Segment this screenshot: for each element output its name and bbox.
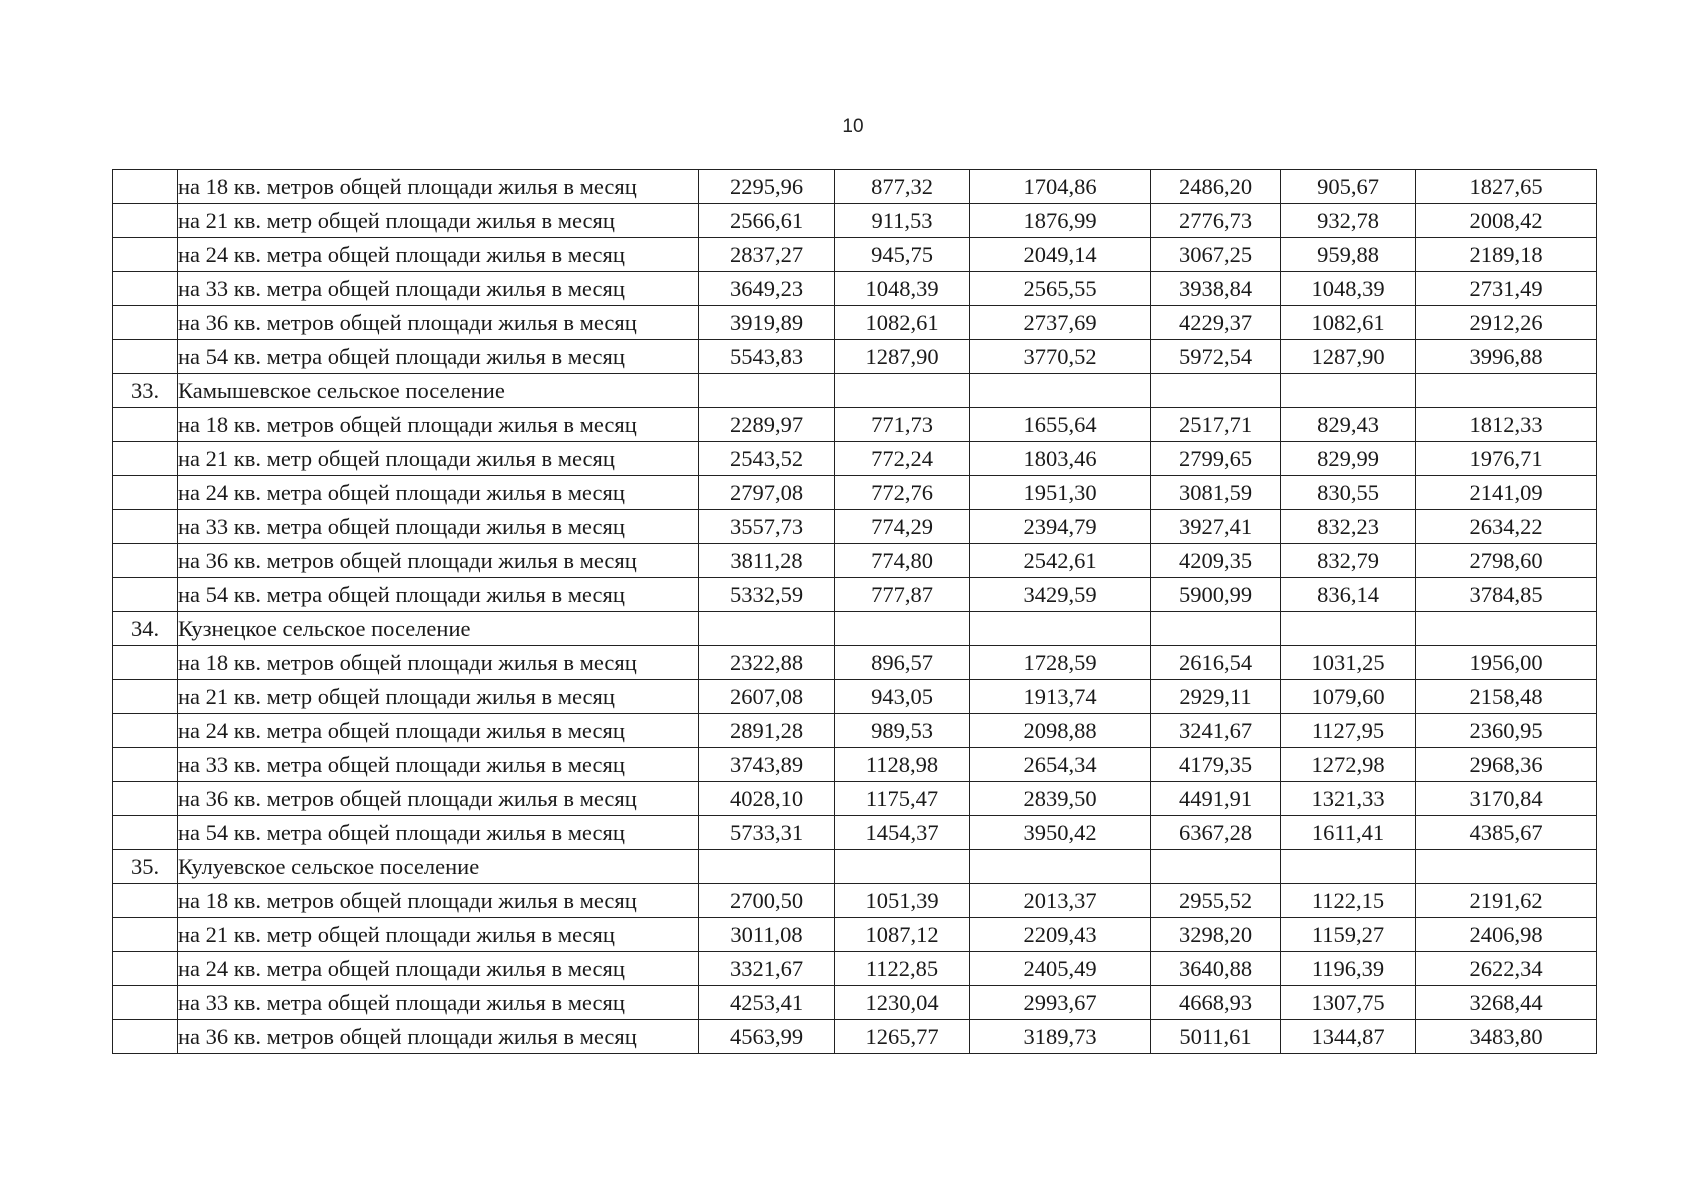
table-row (113, 918, 1597, 952)
value-cell-col-2: 1122,85 (835, 952, 970, 986)
row-number-cell (113, 306, 178, 340)
value-cell-col-4: 3298,20 (1151, 918, 1281, 952)
value-cell-col-2: 1175,47 (835, 782, 970, 816)
table-row (113, 816, 1597, 850)
value-cell-col-6: 1827,65 (1416, 170, 1597, 204)
norm-description-cell: на 33 кв. метра общей площади жилья в месяц (178, 986, 699, 1020)
value-cell-col-4 (1151, 612, 1281, 646)
value-cell-col-1: 2566,61 (699, 204, 835, 238)
value-cell-col-1: 4563,99 (699, 1020, 835, 1054)
row-number-cell (113, 816, 178, 850)
value-cell-col-1: 3649,23 (699, 272, 835, 306)
norm-description-cell: на 36 кв. метров общей площади жилья в месяц (178, 1020, 699, 1054)
norm-description-cell: на 33 кв. метра общей площади жилья в месяц (178, 748, 699, 782)
value-cell-col-5: 1611,41 (1281, 816, 1416, 850)
value-cell-col-3: 1803,46 (970, 442, 1151, 476)
value-cell-col-2: 771,73 (835, 408, 970, 442)
value-cell-col-3: 1876,99 (970, 204, 1151, 238)
value-cell-col-1: 3743,89 (699, 748, 835, 782)
value-cell-col-2: 1051,39 (835, 884, 970, 918)
table-row (113, 408, 1597, 442)
value-cell-col-6: 3483,80 (1416, 1020, 1597, 1054)
value-cell-col-6: 2406,98 (1416, 918, 1597, 952)
value-cell-col-5: 830,55 (1281, 476, 1416, 510)
value-cell-col-3: 1704,86 (970, 170, 1151, 204)
value-cell-col-6: 2798,60 (1416, 544, 1597, 578)
value-cell-col-4: 4179,35 (1151, 748, 1281, 782)
value-cell-col-6: 1976,71 (1416, 442, 1597, 476)
value-cell-col-5 (1281, 374, 1416, 408)
value-cell-col-4: 3241,67 (1151, 714, 1281, 748)
value-cell-col-6 (1416, 612, 1597, 646)
value-cell-col-2: 1048,39 (835, 272, 970, 306)
table-row (113, 306, 1597, 340)
value-cell-col-3: 2839,50 (970, 782, 1151, 816)
value-cell-col-5: 1272,98 (1281, 748, 1416, 782)
value-cell-col-4: 2776,73 (1151, 204, 1281, 238)
table-row (113, 680, 1597, 714)
table-row (113, 238, 1597, 272)
value-cell-col-6: 3268,44 (1416, 986, 1597, 1020)
value-cell-col-4: 2799,65 (1151, 442, 1281, 476)
row-number-cell (113, 476, 178, 510)
value-cell-col-2: 1230,04 (835, 986, 970, 1020)
value-cell-col-3: 2209,43 (970, 918, 1151, 952)
row-number-cell (113, 952, 178, 986)
value-cell-col-5: 829,99 (1281, 442, 1416, 476)
value-cell-col-3 (970, 374, 1151, 408)
value-cell-col-3: 3770,52 (970, 340, 1151, 374)
norm-description-cell: на 54 кв. метра общей площади жилья в месяц (178, 578, 699, 612)
norm-description-cell: на 33 кв. метра общей площади жилья в месяц (178, 272, 699, 306)
value-cell-col-5: 1122,15 (1281, 884, 1416, 918)
row-number-cell (113, 204, 178, 238)
norm-description-cell: на 18 кв. метров общей площади жилья в месяц (178, 884, 699, 918)
value-cell-col-2: 945,75 (835, 238, 970, 272)
norm-description-cell: на 36 кв. метров общей площади жилья в месяц (178, 306, 699, 340)
norm-description-cell: на 24 кв. метра общей площади жилья в месяц (178, 238, 699, 272)
value-cell-col-6: 2189,18 (1416, 238, 1597, 272)
value-cell-col-6: 2622,34 (1416, 952, 1597, 986)
row-number-cell (113, 408, 178, 442)
norm-description-cell: на 54 кв. метра общей площади жилья в месяц (178, 816, 699, 850)
row-number-cell (113, 544, 178, 578)
value-cell-col-5: 932,78 (1281, 204, 1416, 238)
value-cell-col-5: 1344,87 (1281, 1020, 1416, 1054)
value-cell-col-2 (835, 374, 970, 408)
table-row (113, 544, 1597, 578)
row-number-cell: 33. (113, 374, 178, 408)
norm-description-cell: на 36 кв. метров общей площади жилья в месяц (178, 782, 699, 816)
section-row (113, 374, 1597, 408)
value-cell-col-4: 2616,54 (1151, 646, 1281, 680)
value-cell-col-2: 772,24 (835, 442, 970, 476)
value-cell-col-5: 1079,60 (1281, 680, 1416, 714)
value-cell-col-4 (1151, 374, 1281, 408)
value-cell-col-3: 3429,59 (970, 578, 1151, 612)
table-row (113, 884, 1597, 918)
value-cell-col-2: 1287,90 (835, 340, 970, 374)
value-cell-col-1: 2543,52 (699, 442, 835, 476)
table-row (113, 986, 1597, 1020)
value-cell-col-4: 2486,20 (1151, 170, 1281, 204)
row-number-cell (113, 782, 178, 816)
norm-description-cell: на 36 кв. метров общей площади жилья в месяц (178, 544, 699, 578)
settlement-name-cell: Кузнецкое сельское поселение (178, 612, 699, 646)
value-cell-col-1: 2891,28 (699, 714, 835, 748)
value-cell-col-4 (1151, 850, 1281, 884)
norm-description-cell: на 24 кв. метра общей площади жилья в месяц (178, 952, 699, 986)
value-cell-col-1: 2797,08 (699, 476, 835, 510)
value-cell-col-3 (970, 612, 1151, 646)
value-cell-col-4: 6367,28 (1151, 816, 1281, 850)
value-cell-col-1: 2289,97 (699, 408, 835, 442)
value-cell-col-4: 5900,99 (1151, 578, 1281, 612)
value-cell-col-3: 2654,34 (970, 748, 1151, 782)
value-cell-col-3: 2542,61 (970, 544, 1151, 578)
table-row (113, 510, 1597, 544)
value-cell-col-2: 772,76 (835, 476, 970, 510)
value-cell-col-4: 3081,59 (1151, 476, 1281, 510)
row-number-cell: 34. (113, 612, 178, 646)
value-cell-col-3: 1728,59 (970, 646, 1151, 680)
value-cell-col-3: 3950,42 (970, 816, 1151, 850)
value-cell-col-2 (835, 850, 970, 884)
value-cell-col-3: 2394,79 (970, 510, 1151, 544)
section-row (113, 612, 1597, 646)
value-cell-col-1: 5332,59 (699, 578, 835, 612)
value-cell-col-1: 3011,08 (699, 918, 835, 952)
value-cell-col-5: 832,79 (1281, 544, 1416, 578)
row-number-cell (113, 884, 178, 918)
value-cell-col-4: 3938,84 (1151, 272, 1281, 306)
norm-description-cell: на 24 кв. метра общей площади жилья в месяц (178, 476, 699, 510)
row-number-cell (113, 918, 178, 952)
row-number-cell (113, 680, 178, 714)
norm-description-cell: на 54 кв. метра общей площади жилья в месяц (178, 340, 699, 374)
value-cell-col-6: 4385,67 (1416, 816, 1597, 850)
value-cell-col-6: 3784,85 (1416, 578, 1597, 612)
value-cell-col-4: 3067,25 (1151, 238, 1281, 272)
value-cell-col-4: 5972,54 (1151, 340, 1281, 374)
value-cell-col-6: 2634,22 (1416, 510, 1597, 544)
value-cell-col-3 (970, 850, 1151, 884)
table-row (113, 204, 1597, 238)
value-cell-col-1: 2700,50 (699, 884, 835, 918)
value-cell-col-3: 1913,74 (970, 680, 1151, 714)
value-cell-col-6: 2731,49 (1416, 272, 1597, 306)
value-cell-col-2: 1128,98 (835, 748, 970, 782)
value-cell-col-2: 943,05 (835, 680, 970, 714)
value-cell-col-5: 1127,95 (1281, 714, 1416, 748)
norm-description-cell: на 24 кв. метра общей площади жилья в месяц (178, 714, 699, 748)
value-cell-col-6: 2968,36 (1416, 748, 1597, 782)
value-cell-col-4: 4668,93 (1151, 986, 1281, 1020)
value-cell-col-1: 3811,28 (699, 544, 835, 578)
value-cell-col-5: 1031,25 (1281, 646, 1416, 680)
value-cell-col-4: 2929,11 (1151, 680, 1281, 714)
value-cell-col-5: 1196,39 (1281, 952, 1416, 986)
norm-description-cell: на 18 кв. метров общей площади жилья в месяц (178, 408, 699, 442)
table-row (113, 340, 1597, 374)
page-number: 10 (842, 116, 864, 137)
value-cell-col-3: 2013,37 (970, 884, 1151, 918)
row-number-cell (113, 578, 178, 612)
table-row (113, 714, 1597, 748)
value-cell-col-1: 4028,10 (699, 782, 835, 816)
table-row (113, 272, 1597, 306)
value-cell-col-3: 1655,64 (970, 408, 1151, 442)
value-cell-col-6: 1956,00 (1416, 646, 1597, 680)
value-cell-col-1: 2295,96 (699, 170, 835, 204)
norm-description-cell: на 18 кв. метров общей площади жилья в месяц (178, 170, 699, 204)
settlement-name-cell: Кулуевское сельское поселение (178, 850, 699, 884)
value-cell-col-3: 2049,14 (970, 238, 1151, 272)
value-cell-col-5: 832,23 (1281, 510, 1416, 544)
row-number-cell (113, 748, 178, 782)
value-cell-col-6: 3170,84 (1416, 782, 1597, 816)
value-cell-col-5 (1281, 850, 1416, 884)
value-cell-col-6: 3996,88 (1416, 340, 1597, 374)
value-cell-col-1: 5733,31 (699, 816, 835, 850)
value-cell-col-5: 1321,33 (1281, 782, 1416, 816)
row-number-cell (113, 340, 178, 374)
value-cell-col-2: 911,53 (835, 204, 970, 238)
value-cell-col-1: 5543,83 (699, 340, 835, 374)
value-cell-col-1: 2607,08 (699, 680, 835, 714)
value-cell-col-2: 877,32 (835, 170, 970, 204)
norm-description-cell: на 21 кв. метр общей площади жилья в месяц (178, 204, 699, 238)
value-cell-col-1 (699, 612, 835, 646)
row-number-cell (113, 170, 178, 204)
value-cell-col-3: 2737,69 (970, 306, 1151, 340)
value-cell-col-5: 829,43 (1281, 408, 1416, 442)
value-cell-col-6: 2912,26 (1416, 306, 1597, 340)
value-cell-col-1: 2837,27 (699, 238, 835, 272)
value-cell-col-2: 1087,12 (835, 918, 970, 952)
value-cell-col-3: 2993,67 (970, 986, 1151, 1020)
table-body (113, 170, 1597, 1054)
table-row (113, 442, 1597, 476)
tariff-table (112, 169, 1597, 1054)
value-cell-col-2: 774,80 (835, 544, 970, 578)
value-cell-col-4: 2517,71 (1151, 408, 1281, 442)
value-cell-col-6: 2141,09 (1416, 476, 1597, 510)
value-cell-col-4: 4209,35 (1151, 544, 1281, 578)
norm-description-cell: на 21 кв. метр общей площади жилья в месяц (178, 442, 699, 476)
value-cell-col-3: 1951,30 (970, 476, 1151, 510)
value-cell-col-5: 905,67 (1281, 170, 1416, 204)
value-cell-col-2: 989,53 (835, 714, 970, 748)
value-cell-col-6: 2360,95 (1416, 714, 1597, 748)
value-cell-col-2: 774,29 (835, 510, 970, 544)
value-cell-col-4: 5011,61 (1151, 1020, 1281, 1054)
value-cell-col-1: 3557,73 (699, 510, 835, 544)
value-cell-col-2: 896,57 (835, 646, 970, 680)
value-cell-col-5: 959,88 (1281, 238, 1416, 272)
value-cell-col-5: 836,14 (1281, 578, 1416, 612)
norm-description-cell: на 18 кв. метров общей площади жилья в месяц (178, 646, 699, 680)
row-number-cell (113, 714, 178, 748)
value-cell-col-4: 3927,41 (1151, 510, 1281, 544)
value-cell-col-2: 1082,61 (835, 306, 970, 340)
norm-description-cell: на 21 кв. метр общей площади жилья в месяц (178, 918, 699, 952)
value-cell-col-1 (699, 374, 835, 408)
value-cell-col-5: 1287,90 (1281, 340, 1416, 374)
settlement-name-cell: Камышевское сельское поселение (178, 374, 699, 408)
table-row (113, 782, 1597, 816)
value-cell-col-1: 4253,41 (699, 986, 835, 1020)
value-cell-col-1: 2322,88 (699, 646, 835, 680)
value-cell-col-3: 2405,49 (970, 952, 1151, 986)
value-cell-col-6: 2158,48 (1416, 680, 1597, 714)
row-number-cell (113, 272, 178, 306)
table-row (113, 476, 1597, 510)
value-cell-col-2: 1265,77 (835, 1020, 970, 1054)
table-row (113, 578, 1597, 612)
value-cell-col-3: 2098,88 (970, 714, 1151, 748)
row-number-cell: 35. (113, 850, 178, 884)
value-cell-col-1 (699, 850, 835, 884)
value-cell-col-1: 3919,89 (699, 306, 835, 340)
value-cell-col-2: 1454,37 (835, 816, 970, 850)
table-row (113, 952, 1597, 986)
row-number-cell (113, 986, 178, 1020)
value-cell-col-6: 2008,42 (1416, 204, 1597, 238)
value-cell-col-1: 3321,67 (699, 952, 835, 986)
norm-description-cell: на 21 кв. метр общей площади жилья в месяц (178, 680, 699, 714)
value-cell-col-3: 2565,55 (970, 272, 1151, 306)
value-cell-col-5: 1307,75 (1281, 986, 1416, 1020)
value-cell-col-6: 2191,62 (1416, 884, 1597, 918)
section-row (113, 850, 1597, 884)
norm-description-cell: на 33 кв. метра общей площади жилья в месяц (178, 510, 699, 544)
value-cell-col-6: 1812,33 (1416, 408, 1597, 442)
table-row (113, 646, 1597, 680)
value-cell-col-5: 1159,27 (1281, 918, 1416, 952)
value-cell-col-6 (1416, 374, 1597, 408)
row-number-cell (113, 442, 178, 476)
value-cell-col-4: 2955,52 (1151, 884, 1281, 918)
table-row (113, 170, 1597, 204)
row-number-cell (113, 510, 178, 544)
value-cell-col-2: 777,87 (835, 578, 970, 612)
row-number-cell (113, 238, 178, 272)
row-number-cell (113, 1020, 178, 1054)
value-cell-col-4: 3640,88 (1151, 952, 1281, 986)
value-cell-col-3: 3189,73 (970, 1020, 1151, 1054)
value-cell-col-4: 4229,37 (1151, 306, 1281, 340)
value-cell-col-5: 1048,39 (1281, 272, 1416, 306)
table-row (113, 748, 1597, 782)
value-cell-col-2 (835, 612, 970, 646)
value-cell-col-6 (1416, 850, 1597, 884)
table-row (113, 1020, 1597, 1054)
value-cell-col-5 (1281, 612, 1416, 646)
value-cell-col-4: 4491,91 (1151, 782, 1281, 816)
value-cell-col-5: 1082,61 (1281, 306, 1416, 340)
row-number-cell (113, 646, 178, 680)
